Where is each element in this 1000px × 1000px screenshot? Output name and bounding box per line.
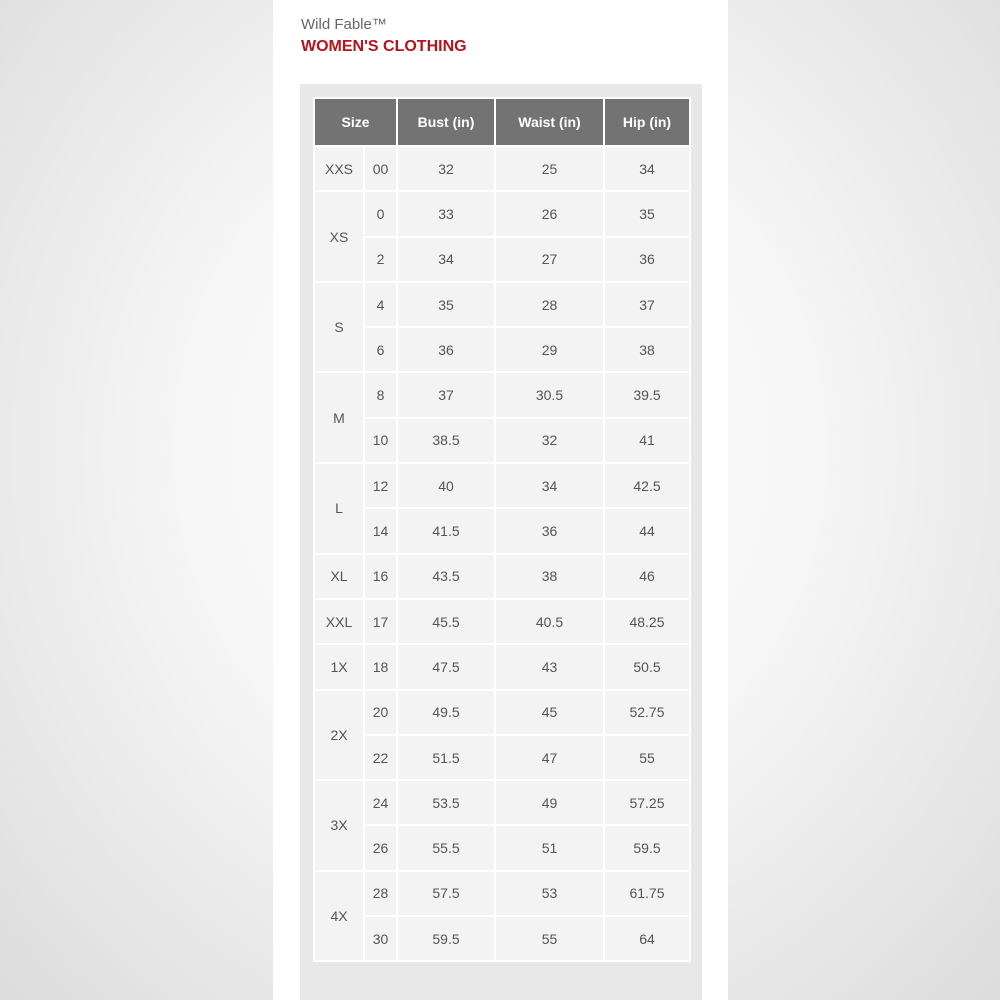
numeric-size-cell: 22	[364, 735, 397, 780]
size-chart-page	[273, 0, 728, 1000]
waist-cell: 38	[495, 554, 604, 599]
bust-cell: 51.5	[397, 735, 495, 780]
hip-cell: 52.75	[604, 690, 690, 735]
size-chart-body	[314, 146, 690, 961]
waist-cell: 29	[495, 327, 604, 372]
hip-cell: 39.5	[604, 372, 690, 417]
hip-cell: 36	[604, 237, 690, 282]
bust-cell: 34	[397, 237, 495, 282]
size-label-cell: 3X	[314, 780, 364, 871]
numeric-size-cell: 10	[364, 418, 397, 463]
table-row	[314, 327, 690, 372]
size-label-cell: L	[314, 463, 364, 554]
bust-cell: 37	[397, 372, 495, 417]
size-label-cell: XXL	[314, 599, 364, 644]
hip-cell: 64	[604, 916, 690, 961]
table-row	[314, 916, 690, 961]
size-label-cell: XL	[314, 554, 364, 599]
waist-cell: 32	[495, 418, 604, 463]
table-row	[314, 372, 690, 417]
bust-cell: 43.5	[397, 554, 495, 599]
hip-cell: 61.75	[604, 871, 690, 916]
table-row	[314, 191, 690, 236]
bust-cell: 41.5	[397, 508, 495, 553]
hip-cell: 50.5	[604, 644, 690, 689]
bust-cell: 59.5	[397, 916, 495, 961]
waist-cell: 55	[495, 916, 604, 961]
table-row	[314, 237, 690, 282]
numeric-size-cell: 14	[364, 508, 397, 553]
table-row	[314, 825, 690, 870]
size-label-cell: XXS	[314, 146, 364, 191]
numeric-size-cell: 0	[364, 191, 397, 236]
hip-cell: 57.25	[604, 780, 690, 825]
numeric-size-cell: 16	[364, 554, 397, 599]
bust-cell: 38.5	[397, 418, 495, 463]
numeric-size-cell: 24	[364, 780, 397, 825]
numeric-size-cell: 26	[364, 825, 397, 870]
numeric-size-cell: 6	[364, 327, 397, 372]
header-hip: Hip (in)	[604, 98, 690, 146]
hip-cell: 34	[604, 146, 690, 191]
table-row	[314, 282, 690, 327]
table-row	[314, 418, 690, 463]
hip-cell: 55	[604, 735, 690, 780]
hip-cell: 41	[604, 418, 690, 463]
table-row	[314, 146, 690, 191]
size-label-cell: XS	[314, 191, 364, 282]
waist-cell: 51	[495, 825, 604, 870]
numeric-size-cell: 30	[364, 916, 397, 961]
table-row	[314, 780, 690, 825]
hip-cell: 35	[604, 191, 690, 236]
header-waist: Waist (in)	[495, 98, 604, 146]
bust-cell: 33	[397, 191, 495, 236]
size-label-cell: M	[314, 372, 364, 463]
size-label-cell: S	[314, 282, 364, 373]
numeric-size-cell: 20	[364, 690, 397, 735]
category-title: WOMEN'S CLOTHING	[301, 38, 467, 55]
waist-cell: 27	[495, 237, 604, 282]
bust-cell: 32	[397, 146, 495, 191]
hip-cell: 59.5	[604, 825, 690, 870]
bust-cell: 53.5	[397, 780, 495, 825]
header-bust: Bust (in)	[397, 98, 495, 146]
size-chart-table	[313, 97, 691, 962]
bust-cell: 40	[397, 463, 495, 508]
numeric-size-cell: 28	[364, 871, 397, 916]
numeric-size-cell: 4	[364, 282, 397, 327]
numeric-size-cell: 12	[364, 463, 397, 508]
hip-cell: 46	[604, 554, 690, 599]
hip-cell: 48.25	[604, 599, 690, 644]
size-label-cell: 1X	[314, 644, 364, 689]
hip-cell: 42.5	[604, 463, 690, 508]
bust-cell: 36	[397, 327, 495, 372]
waist-cell: 28	[495, 282, 604, 327]
bust-cell: 45.5	[397, 599, 495, 644]
waist-cell: 47	[495, 735, 604, 780]
bust-cell: 55.5	[397, 825, 495, 870]
waist-cell: 45	[495, 690, 604, 735]
table-row	[314, 599, 690, 644]
numeric-size-cell: 18	[364, 644, 397, 689]
brand-name: Wild Fable™	[301, 16, 387, 33]
hip-cell: 44	[604, 508, 690, 553]
waist-cell: 36	[495, 508, 604, 553]
size-chart-frame	[300, 84, 702, 1000]
table-row	[314, 554, 690, 599]
waist-cell: 30.5	[495, 372, 604, 417]
waist-cell: 40.5	[495, 599, 604, 644]
table-row	[314, 644, 690, 689]
table-row	[314, 463, 690, 508]
numeric-size-cell: 2	[364, 237, 397, 282]
waist-cell: 34	[495, 463, 604, 508]
numeric-size-cell: 17	[364, 599, 397, 644]
numeric-size-cell: 8	[364, 372, 397, 417]
hip-cell: 37	[604, 282, 690, 327]
numeric-size-cell: 00	[364, 146, 397, 191]
waist-cell: 43	[495, 644, 604, 689]
table-row	[314, 735, 690, 780]
header-size: Size	[314, 98, 397, 146]
waist-cell: 53	[495, 871, 604, 916]
bust-cell: 57.5	[397, 871, 495, 916]
waist-cell: 49	[495, 780, 604, 825]
bust-cell: 47.5	[397, 644, 495, 689]
size-label-cell: 2X	[314, 690, 364, 781]
hip-cell: 38	[604, 327, 690, 372]
table-row	[314, 871, 690, 916]
waist-cell: 26	[495, 191, 604, 236]
bust-cell: 35	[397, 282, 495, 327]
table-header-row	[314, 98, 690, 146]
bust-cell: 49.5	[397, 690, 495, 735]
size-label-cell: 4X	[314, 871, 364, 962]
table-row	[314, 508, 690, 553]
table-row	[314, 690, 690, 735]
waist-cell: 25	[495, 146, 604, 191]
